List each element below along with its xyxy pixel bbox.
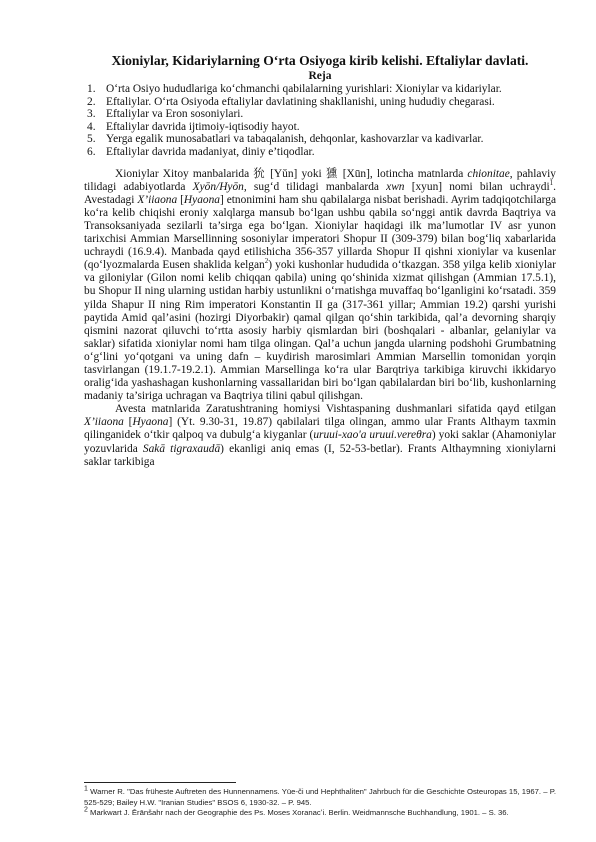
text-run: [xyun] nomi bilan uchraydi (404, 180, 550, 193)
body-text (84, 168, 556, 469)
plan-item (84, 133, 556, 146)
plan-item-text: Yerga egalik munosabatlari va tabaqalanish, dehqonlar, kashovarzlar va kadivarlar. (106, 133, 484, 146)
plan-item (84, 83, 556, 96)
plan-heading: Reja (308, 70, 332, 82)
italic-term: Hyaona (183, 193, 220, 206)
text-run: ) yoki saklar (Ahamoniylar yozuvlarida (84, 429, 556, 455)
paragraph (84, 168, 556, 404)
plan-item-text: Eftaliylar. O‘rta Osiyoda eftaliylar davlatining shakllanishi, uning hududiy chegarasi. (106, 95, 495, 108)
italic-term: chionitae (467, 167, 510, 180)
italic-term: Hyaona (132, 416, 169, 429)
text-run: ] (Yt. 9.30-31, 19.87) qabilalari tilga olingan, ammo ular Frants Althaym taxmin qilinganidek o‘tkir qalpoq va dubulg‘a kiyganlar ( (84, 416, 556, 442)
footnote-text: Markwart J. Ērānšahr nach der Geographie des Ps. Moses Xoranacʻi. Berlin. Weidmannsche Buchhandlung, 1901. – S. 36. (90, 808, 509, 818)
text-run: , pahlaviy tilidagi adabiyotlarda (84, 167, 556, 193)
plan-item-text: Eftaliylar davrida ijtimoiy-iqtisodiy hayot. (106, 120, 300, 133)
footnote (84, 808, 556, 819)
plan-item-number: 4. (87, 120, 96, 133)
plan-item (84, 121, 556, 134)
text-run: [ (123, 416, 133, 429)
italic-term: Sakā tigraxaudā (142, 442, 221, 455)
italic-term: X’iiaona (137, 193, 178, 206)
plan-item-number: 1. (87, 83, 96, 95)
footnote (84, 787, 556, 808)
paragraph (84, 403, 556, 468)
plan-item-number: 6. (87, 145, 96, 158)
text-run: ) yoki kushonlar hududida o‘tkazgan. 358 yilga kelib xioniylar va giloniylar (Gilon nomi kelib chiqqan qabila) uning qo‘shinida xizmat qilishgan (Ammian 17.5.1), bu Shopur II ning ularning ustidan harbiy ustunlikni o‘rnatishga muvaffaq bo‘lganligini ko‘rsatadi. 359 yilda Shapur II ning Rim imperatori Konstantin II ga (317-361 yillar; Ammian 19.2) qarshi yurishi paytida Amid qal’asini (hozirgi Diyorbakir) qamal qilgan qo‘shin tarkibida, qal’a devorning sharqiy qismini nazorat qiluvchi to‘rtta asosiy harbiy qismlardan biri (boshqalari - albanlar, gelaniylar va saklar) sifatida xioniylar nomi ham tilga olingan. Qal’a uchun jangda ularning podshohi Grumbatning o‘g‘lini yo‘qotgani va uning dafn – kuydirish marosimlari Ammian Marsellin tomonidan yorqin tasvirlangan (19.1.7-19.2.1). Ammian Marsellinga ko‘ra ular Barqtriya tarkibiga kiruvchi ikkidaryo oralig‘ida yashashagan kushonlarning vassallaridan biri bo‘lgan qabilalardan biri bo‘lib, kushonlarning madaniy ta’siriga uchragan va Baqtriya tilini qabul qilishgan. (84, 259, 556, 403)
footnote-ref-1[interactable]: 1 (549, 178, 554, 187)
footnote-text: Warner R. "Das früheste Auftreten des Hunnennamens. Yüe-či und Hephthaliten" Jahrbuch für die Geschichte Osteuropas 15, 1967. – P. 525-529; Bailey H.W. "Iranian Studies" BSOS 6, 1930-32. – P. 945. (84, 787, 556, 807)
footnote-number: 2 (84, 806, 88, 814)
plan-item-text: O‘rta Osiyo hududlariga ko‘chmanchi qabilalarning yurishlari: Xioniylar va kidariylar. (106, 83, 502, 95)
text-run: . Avestadagi (84, 180, 556, 206)
text-run: ) ekanligi aniq emas (I, 52-53-betlar). Frants Althaymning xioniylarni saklar tarkibiga (84, 442, 556, 468)
footnote-ref-2[interactable]: 2 (264, 257, 269, 266)
plan-item-text: Eftaliylar va Eron sosoniylari. (106, 108, 244, 121)
plan-item-number: 5. (87, 133, 96, 146)
text-run: Xioniylar Xitoy manbalarida 狁 [Yŭn] yoki 獯 [Xūn], lotincha matnlarda (115, 167, 468, 180)
italic-term: uruui-xao'a uruui.vereθra (313, 429, 432, 442)
plan-item-text: Eftaliylar davrida madaniyat, diniy e’tiqodlar. (106, 145, 315, 158)
plan-item (84, 96, 556, 109)
italic-term: X’iiaona (84, 416, 124, 429)
text-run: [ (177, 193, 184, 206)
plan-list (84, 83, 556, 159)
page-content (84, 52, 556, 469)
italic-term: Xyōn/Hyōn, (192, 180, 247, 193)
text-run: ] etnonimini ham shu qabilalarga nisbat berishadi. Ayrim tadqiqotchilarga ko‘ra kelib chiqishi eroniy xalqlarga mansub bo‘lgan ushbu qabila so‘nggi antik davrda Baqtriya va Transoksaniyada sezilarli ta’sirga ega bo‘lgan. Xioniylar haqidagi ilk ma’lumotlar IV asr yunon tarixchisi Ammian Marsellinning sosoniylar imperatori Shopur II (309-379) bilan bog‘liq xabarlarida uchraydi (16.9.4). Manbada qayd etilishicha 356-357 yillarda Shopur II qishni xioniylar va kusenlar (qo‘lyozmalarda Eusen shaklida kelgan (84, 193, 556, 272)
text-run: sug‘d tilidagi manbalarda (246, 180, 387, 193)
footnote-number: 1 (84, 785, 88, 793)
text-run: Avesta matnlarida Zaratushtraning homiysi Vishtaspaning dushmanlari sifatida qayd etilgan (115, 403, 556, 416)
plan-item (84, 108, 556, 121)
italic-term: xwn (386, 180, 405, 193)
footnotes (84, 787, 556, 819)
plan-item-number: 3. (87, 108, 96, 121)
document-title: Xioniylar, Kidariylarning O‘rta Osiyoga kirib kelishi. Eftaliylar davlati. (111, 53, 529, 68)
footnote-separator (84, 782, 236, 783)
plan-item-number: 2. (87, 95, 96, 108)
plan-item (84, 146, 556, 159)
